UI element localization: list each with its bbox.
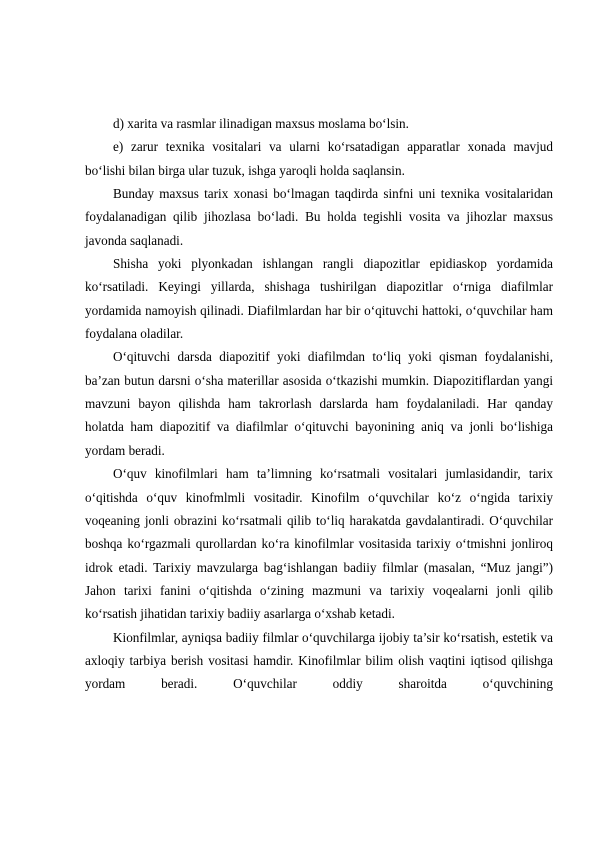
paragraph-list-item-e: e) zarur texnika vositalari va ularni ko‘rsatadigan apparatlar xonada mavjud bo‘lishi bilan birga ular tuzuk, ishga yaroqli holda saqlansin. (85, 139, 553, 178)
paragraph-list-item-d: d) xarita va rasmlar ilinadigan maxsus moslama bo‘lsin. (113, 116, 409, 131)
paragraph-no-history-room: Bunday maxsus tarix xonasi bo‘lmagan taqdirda sinfni uni texnika vositalaridan foydalanadigan qilib jihozlasa bo‘ladi. Bu holda tegishli vosita va jihozlar maxsus javonda saqlanadi. (85, 186, 553, 248)
paragraph-educational-films: O‘quv kinofilmlari ham ta’limning ko‘rsatmali vositalari jumlasidandir, tarix o‘qitishda o‘quv kinofmlmli vositadir. Kinofilm o‘quvchilar ko‘z o‘ngida tarixiy voqeaning jonli obrazini ko‘rsatmali qilib to‘liq harakatda gavdalantiradi. O‘quvchilar boshqa ko‘rgazmali qurollardan ko‘ra kinofilmlar vositasida tarixiy o‘tmishni jonliroq idrok etadi. Tarixiy mavzularga bag‘ishlangan badiiy filmlar (masalan, “Muz jangi”) Jahon tarixi fanini o‘qitishda o‘zining mazmuni va tarixiy voqealarni jonli qilib ko‘rsatish jihatidan tarixiy badiiy asarlarga o‘xshab ketadi. (85, 466, 553, 622)
paragraph-feature-films: Kionfilmlar, ayniqsa badiiy filmlar o‘quvchilarga ijobiy ta’sir ko‘rsatish, estetik va axloqiy tarbiya berish vositasi hamdir. Kinofilmlar bilim olish vaqtini iqtisod qilishga yordam beradi. O‘quvchilar oddiy sharoitda o‘quvchining (85, 629, 553, 692)
body-text (85, 112, 553, 696)
paragraph-teacher-usage: O‘qituvchi darsda diapozitif yoki diafilmdan to‘liq yoki qisman foydalanishi, ba’zan butun darsni o‘sha materillar asosida o‘tkazishi mumkin. Diapozitiflardan yangi mavzuni bayon qilishda ham takrorlash darslarda ham foydalaniladi. Har qanday holatda ham diapozitif va diafilmlar o‘qituvchi bayonining aniq va jonli bo‘lishiga yordam beradi. (85, 349, 553, 458)
paragraph-diapozitlar: Shisha yoki plyonkadan ishlangan rangli diapozitlar epidiaskop yordamida ko‘rsatiladi. Keyingi yillarda, shishaga tushirilgan diapozitlar o‘rniga diafilmlar yordamida namoyish qilinadi. Diafilmlardan har bir o‘qituvchi hattoki, o‘quvchilar ham foydalana oladilar. (85, 256, 553, 342)
